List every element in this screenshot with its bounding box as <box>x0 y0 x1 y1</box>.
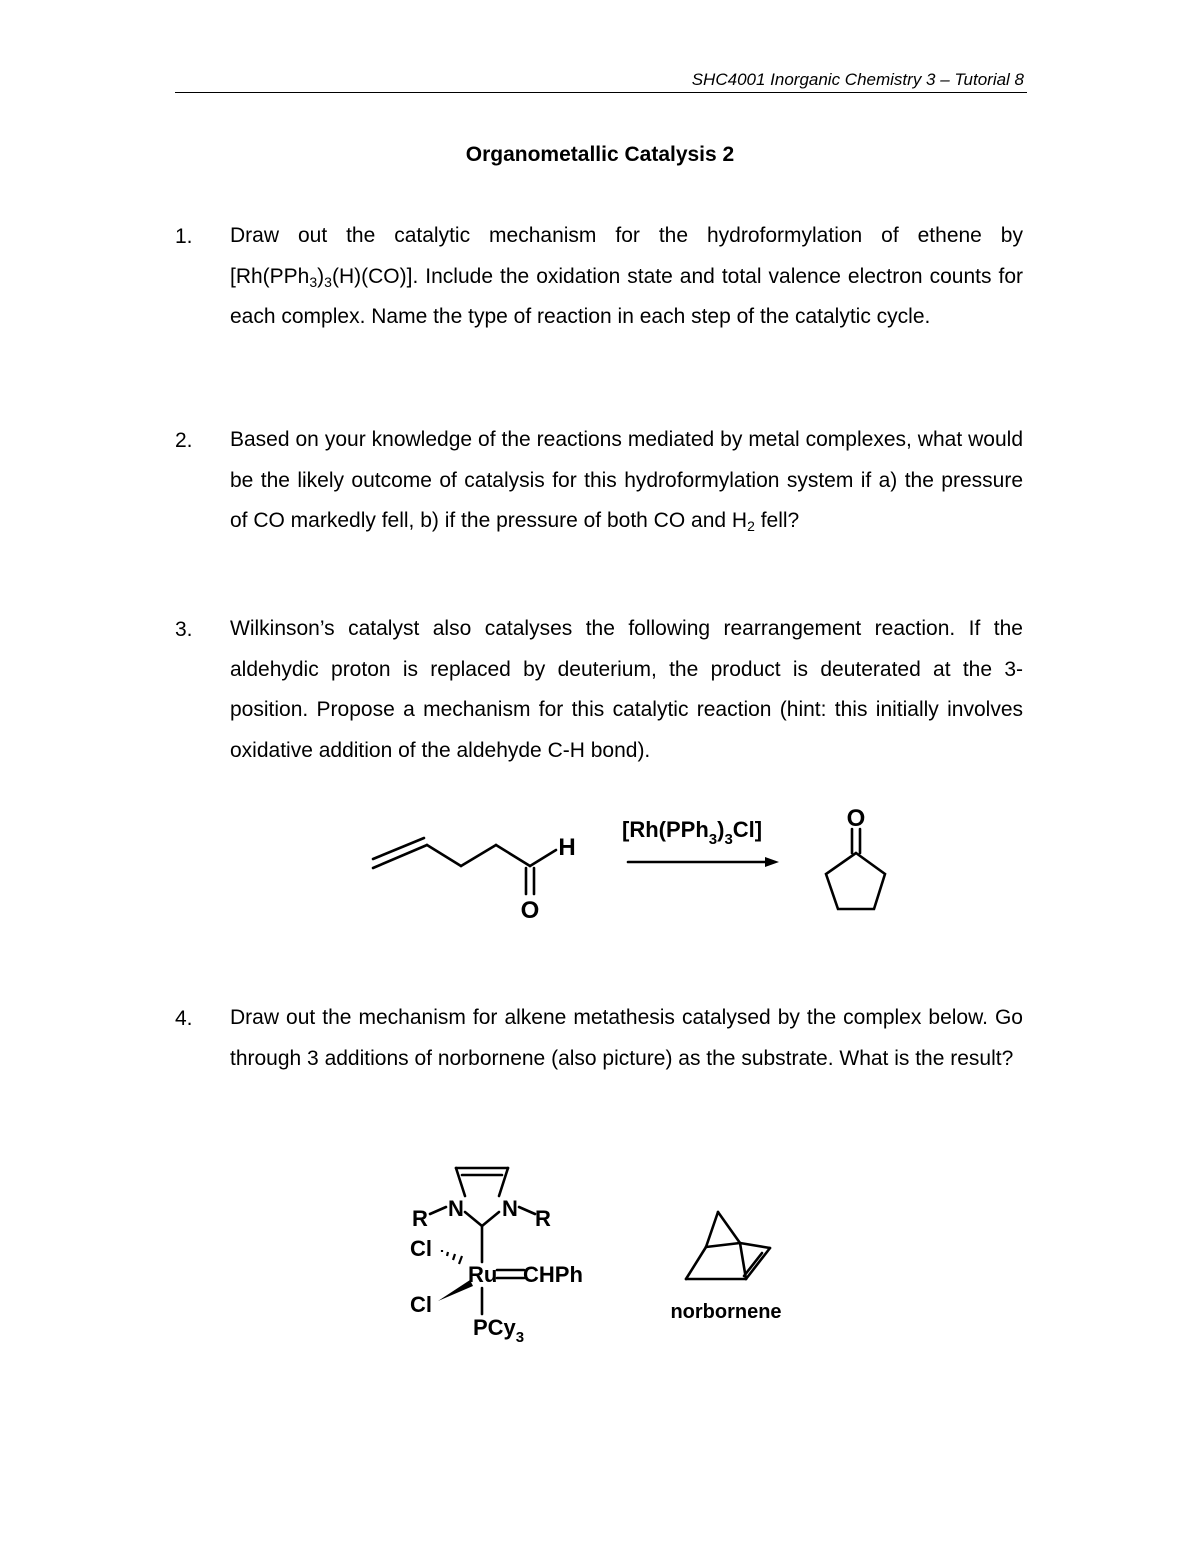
r-group-right: R <box>535 1206 551 1231</box>
ketone-oxygen: O <box>846 805 866 832</box>
question-1-text: Draw out the catalytic mechanism for the hydroformylation of ethene by $[Rh(PPh_3)_3(H)(CO)]$. Include the oxidation state and total valence electron counts for each complex. Name the type of reaction in each step of the catalytic cycle. <box>230 224 1023 328</box>
r-group-left: R <box>412 1206 428 1231</box>
question-2-text: Based on your knowledge of the reactions mediated by metal complexes, what would be the likely outcome of catalysis for this hydroformylation system if a) the pressure of CO markedly fell, b) if the pressure of both CO and $H_2$ fell? <box>230 428 1023 534</box>
nhc-ring-bond <box>482 1212 499 1226</box>
question-3-text: Wilkinson’s catalyst also catalyses the following rearrangement reaction. If the aldehydic proton is replaced by deuterium, the product is deuterated at the 3-position. Propose a mechanism for this catalytic reaction (hint: this initially involves oxidative addition of the aldehyde C-H bond). <box>230 617 1023 762</box>
page-title: Organometallic Catalysis 2 <box>465 143 735 166</box>
nitrogen-right: N <box>502 1196 518 1221</box>
phosphine-label: PCy$_3$ <box>473 1315 525 1346</box>
running-title: SHC4001 Inorganic Chemistry 3 – Tutorial 8 <box>691 70 1024 89</box>
chloride-top: Cl <box>410 1236 432 1261</box>
nhc-ring-bond <box>499 1168 508 1196</box>
nitrogen-left: N <box>448 1196 464 1221</box>
carbene-label: CHPh <box>523 1262 583 1287</box>
question-4-text: Draw out the mechanism for alkene metathesis catalysed by the complex below. Go through 3 additions of norbornene (also picture) as the substrate. What is the result? <box>230 1006 1023 1070</box>
question-number: 2. <box>175 429 193 452</box>
n-r-bond <box>519 1207 535 1214</box>
question-number: 3. <box>175 618 193 641</box>
n-r-bond <box>430 1207 446 1214</box>
norbornene-structure <box>686 1212 770 1279</box>
norbornene-label: norbornene <box>670 1301 782 1323</box>
hashed-wedge-bond <box>442 1250 462 1264</box>
nhc-ring-bond <box>456 1168 465 1196</box>
chloride-bottom: Cl <box>410 1292 432 1317</box>
aldehyde-hydrogen: H <box>558 834 576 861</box>
question-number: 1. <box>175 225 193 248</box>
question-number: 4. <box>175 1007 193 1030</box>
catalyst-reagent: $[Rh(PPh_3)_3Cl]$ <box>622 817 763 848</box>
nhc-ring-bond <box>465 1212 482 1226</box>
aldehyde-oxygen: O <box>520 897 540 924</box>
ruthenium-label: Ru <box>468 1262 498 1287</box>
